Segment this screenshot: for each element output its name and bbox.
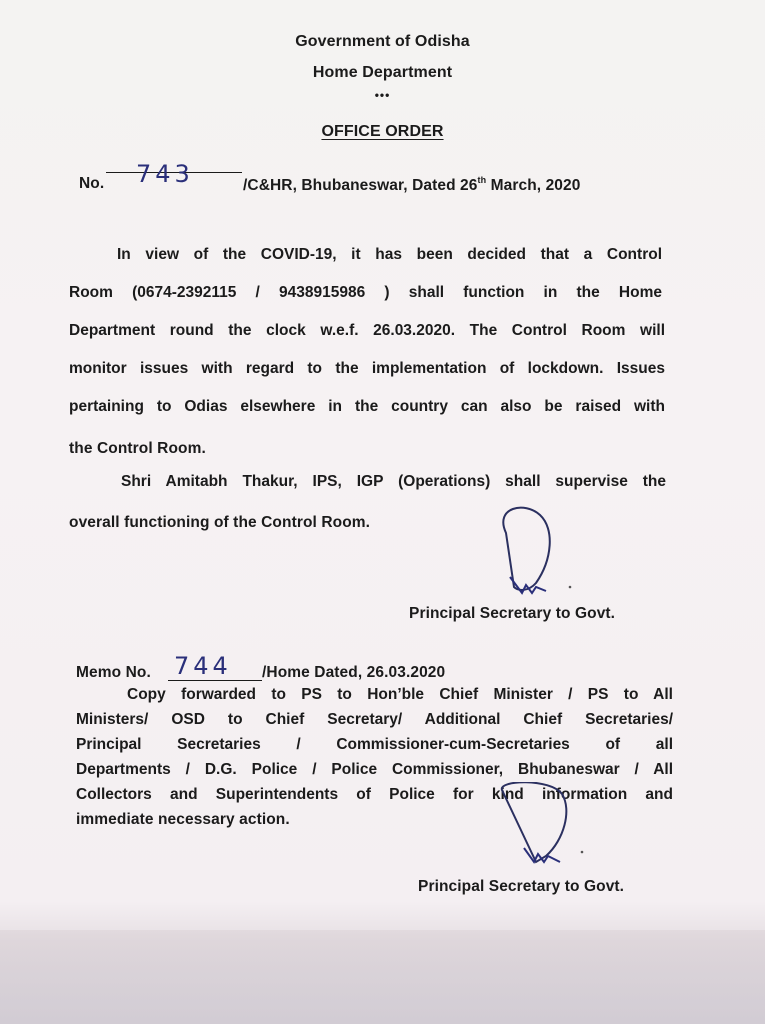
memo-number-blank: [168, 680, 262, 681]
memo-line: immediate necessary action.: [76, 811, 290, 828]
para1-line: In view of the COVID-19, it has been decided that a Control: [117, 246, 662, 263]
order-date-rest: March, 2020: [486, 177, 581, 194]
memo-number-prefix: Memo No.: [76, 664, 151, 681]
order-reference-text: /C&HR, Bhubaneswar, Dated 26: [243, 177, 478, 194]
government-name: Government of Odisha: [295, 33, 470, 50]
header-separator: •••: [374, 88, 391, 102]
para2-line: Shri Amitabh Thakur, IPS, IGP (Operations) shall supervise the: [121, 473, 666, 490]
para1-line: pertaining to Odias elsewhere in the country can also be raised with: [69, 398, 665, 415]
para1-line: Department round the clock w.e.f. 26.03.2020. The Control Room will: [69, 322, 665, 339]
order-number-handwritten: 743: [136, 160, 194, 188]
order-number-prefix: No.: [79, 175, 105, 192]
signature-2: [490, 782, 600, 872]
department-name: Home Department: [312, 64, 453, 81]
memo-reference: /Home Dated, 26.03.2020: [262, 664, 446, 681]
memo-line: Ministers/ OSD to Chief Secretary/ Additional Chief Secretaries/: [76, 711, 673, 728]
memo-line: Departments / D.G. Police / Police Commissioner, Bhubaneswar / All: [76, 761, 673, 778]
para1-line: Room (0674-2392115 / 9438915986 ) shall function in the Home: [69, 284, 662, 301]
para1-line: monitor issues with regard to the implementation of lockdown. Issues: [69, 360, 665, 377]
memo-number-handwritten: 744: [174, 652, 232, 680]
page-bottom-shadow: [0, 930, 765, 1024]
date-superscript: th: [477, 175, 487, 185]
signatory-2-title: Principal Secretary to Govt.: [418, 878, 625, 895]
order-reference: [243, 175, 580, 195]
para1-line: the Control Room.: [69, 440, 206, 457]
office-order-title: OFFICE ORDER: [321, 123, 444, 140]
memo-line: Principal Secretaries / Commissioner-cum-Secretaries of all: [76, 736, 673, 753]
memo-line: Collectors and Superintendents of Police for kind information and: [76, 786, 673, 803]
signatory-1-title: Principal Secretary to Govt.: [409, 605, 616, 622]
para2-line: overall functioning of the Control Room.: [69, 514, 371, 531]
memo-line: Copy forwarded to PS to Hon’ble Chief Minister / PS to All: [127, 686, 673, 703]
signature-1: [480, 505, 590, 600]
